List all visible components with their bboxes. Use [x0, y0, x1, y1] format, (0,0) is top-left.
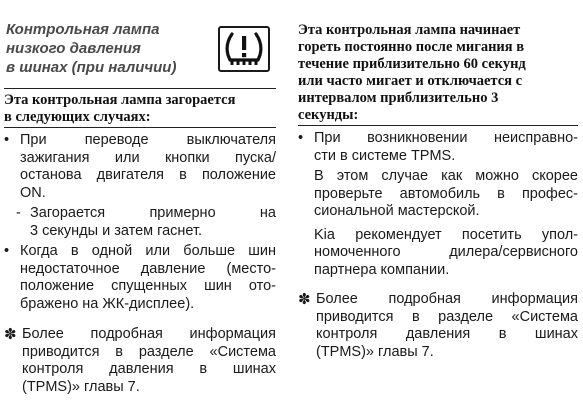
text-line: При переводе выключателя — [20, 132, 276, 148]
intro-text — [298, 22, 578, 124]
list-item — [4, 132, 276, 202]
paragraph — [298, 168, 578, 221]
text-line: Более подробная информация — [22, 326, 276, 342]
left-column — [4, 0, 276, 396]
text-line: недостаточное давление (место- — [20, 260, 276, 277]
text-line: приводится в разделе «Система — [22, 343, 276, 360]
text-line: номоченного дилера/сервисного — [314, 244, 578, 260]
text-line: секунды: — [298, 107, 359, 123]
note — [298, 291, 578, 361]
list-item — [4, 243, 276, 313]
text-line: Загорается примерно на — [30, 205, 276, 221]
text-line: бражено на ЖК-дисплее). — [20, 295, 195, 312]
text-line: контроля давления в шинах — [22, 361, 276, 377]
text-line: При возникновении неисправно- — [314, 130, 578, 146]
text-line: течение приблизительно 60 секунд — [298, 56, 526, 72]
text-line: Когда в одной или больше шин — [20, 243, 276, 259]
section-title — [6, 20, 176, 77]
text-line: положение спущенных шин ото- — [20, 278, 276, 294]
text-line: Эта контрольная лампа начинает — [298, 22, 521, 38]
text-line: Kia рекомендует посетить упол- — [314, 226, 578, 243]
list-item — [298, 130, 578, 165]
text-line: или часто мигает и отключается с — [298, 73, 523, 89]
text-line: контроля давления в шинах — [316, 326, 578, 342]
bullet-icon: • — [298, 130, 304, 146]
intro-text — [4, 92, 276, 126]
note — [4, 326, 276, 396]
text-line: зажигания или кнопки пуска/ — [20, 149, 276, 166]
divider — [4, 127, 276, 128]
title-line: низкого давления — [6, 40, 141, 57]
text-line: интервалом приблизительно 3 — [298, 90, 499, 106]
note-icon: ✽ — [4, 326, 17, 343]
text-line: 3 секунды и затем гаснет. — [30, 222, 203, 239]
text-line: приводится в разделе «Система — [316, 308, 578, 325]
text-line: (TPMS)» главы 7. — [22, 378, 140, 395]
text-line: партнера компании. — [314, 261, 450, 278]
text-line: ON. — [20, 184, 46, 201]
title-line: в шинах (при наличии) — [6, 59, 177, 76]
text-line: В этом случае как можно скорее — [314, 168, 578, 184]
text-line: (TPMS)» главы 7. — [316, 343, 434, 360]
text-line: в следующих случаях: — [4, 109, 151, 125]
section-header — [4, 0, 276, 88]
dash-icon: - — [16, 205, 21, 221]
text-line: Более подробная информация — [316, 291, 578, 307]
paragraph — [298, 227, 578, 280]
text-line: останова двигателя в положение — [20, 167, 276, 183]
text-line: гореть постоянно после мигания в — [298, 39, 525, 55]
divider — [4, 88, 276, 89]
text-line: проверьте автомобиль в профес- — [314, 185, 578, 202]
title-line: Контрольная лампа — [6, 21, 160, 38]
sub-list-item — [4, 205, 276, 240]
note-icon: ✽ — [298, 291, 311, 308]
tire-pressure-warning-icon — [218, 26, 270, 72]
text-line: сиональной мастерской. — [314, 203, 480, 219]
text-line: Эта контрольная лампа загорается — [4, 92, 236, 108]
bullet-icon: • — [4, 243, 10, 259]
text-line: сти в системе TPMS. — [314, 147, 456, 164]
right-column — [298, 22, 578, 361]
divider — [298, 125, 578, 126]
bullet-icon: • — [4, 132, 10, 148]
